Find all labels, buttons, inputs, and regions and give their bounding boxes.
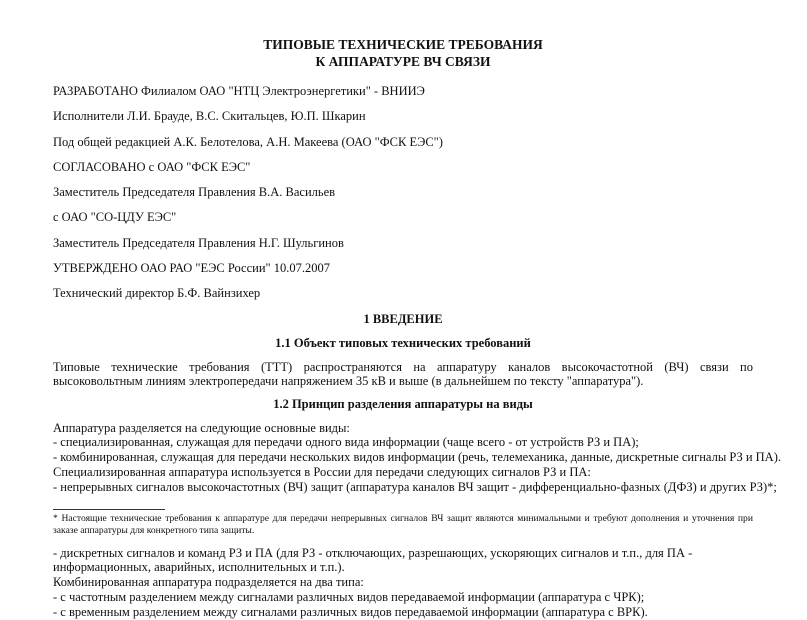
section-1-1-heading: 1.1 Объект типовых технических требований <box>275 335 531 350</box>
continued-body <box>53 546 753 620</box>
continued-line: Комбинированная аппаратура подразделяется на два типа: <box>53 575 364 590</box>
title-line-1: ТИПОВЫЕ ТЕХНИЧЕСКИЕ ТРЕБОВАНИЯ <box>263 37 543 52</box>
document-metadata <box>53 84 753 301</box>
document-title <box>53 36 753 70</box>
meta-developed-by: РАЗРАБОТАНО Филиалом ОАО "НТЦ Электроэнергетики" - ВНИИЭ <box>53 84 425 98</box>
meta-agreed-with-so: с ОАО "СО-ЦДУ ЕЭС" <box>53 210 177 225</box>
meta-authors: Исполнители Л.И. Брауде, В.С. Скитальцев, Ю.П. Шкарин <box>53 109 366 124</box>
section-1-2-line: - комбинированная, служащая для передачи нескольких видов информации (речь, телемеханика, данные, дискретные сигналы РЗ и ПА). <box>53 450 781 465</box>
meta-technical-director: Технический директор Б.Ф. Вайнзихер <box>53 286 261 301</box>
section-1-2-body <box>53 420 781 495</box>
title-line-2: К АППАРАТУРЕ ВЧ СВЯЗИ <box>315 54 491 69</box>
continued-line: - с частотным разделением между сигналами различных видов передаваемой информации (аппаратура с ЧРК); <box>53 590 645 605</box>
footnote-divider <box>53 509 165 510</box>
document-page <box>53 36 781 620</box>
meta-approved: УТВЕРЖДЕНО ОАО РАО "ЕЭС России" 10.07.2007 <box>53 261 330 276</box>
meta-agreed-with-fsk: СОГЛАСОВАНО с ОАО "ФСК ЕЭС" <box>53 159 251 174</box>
section-1-2-line: - специализированная, служащая для передачи одного вида информации (чаще всего - от устройств РЗ и ПА); <box>53 435 639 450</box>
continued-line: - с временным разделением между сигналами различных видов передаваемой информации (аппаратура с ВРК). <box>53 604 648 619</box>
meta-fsk-deputy: Заместитель Председателя Правления В.А. Васильев <box>53 185 336 200</box>
section-1-2-line: Аппаратура разделяется на следующие основные виды: <box>53 420 350 435</box>
section-1-2-line: - непрерывных сигналов высокочастотных (ВЧ) защит (аппаратура каналов ВЧ защит - дифференциально-фазных (ДФЗ) и других РЗ)*; <box>53 479 777 494</box>
meta-so-deputy: Заместитель Председателя Правления Н.Г. Шульгинов <box>53 235 344 250</box>
footnote: * Настоящие технические требования к аппаратуре для передачи непрерывных сигналов ВЧ защит являются минимальными и требуют дополнения и уточнения при заказе аппаратуры для конкретного типа защиты. <box>53 512 753 536</box>
section-1-2-heading: 1.2 Принцип разделения аппаратуры на виды <box>273 396 533 411</box>
section-1-1-paragraph: Типовые технические требования (ТТТ) распространяются на аппаратуру каналов высокочастотной (ВЧ) связи по высоковольтным линиям электропередачи напряжением 35 кВ и выше (в дальнейшем по тексту "аппаратура"). <box>53 359 753 389</box>
section-1-heading: 1 ВВЕДЕНИЕ <box>363 311 443 326</box>
continued-line: - дискретных сигналов и команд РЗ и ПА (для РЗ - отключающих, разрешающих, ускоряющих сигналов и т.п., для ПА - информационных, аварийных, исполнительных и т.п.). <box>53 545 693 575</box>
meta-editors: Под общей редакцией А.К. Белотелова, А.Н. Макеева (ОАО "ФСК ЕЭС") <box>53 134 443 149</box>
section-1-2-line: Специализированная аппаратура используется в России для передачи следующих сигналов РЗ и ПА: <box>53 465 591 480</box>
